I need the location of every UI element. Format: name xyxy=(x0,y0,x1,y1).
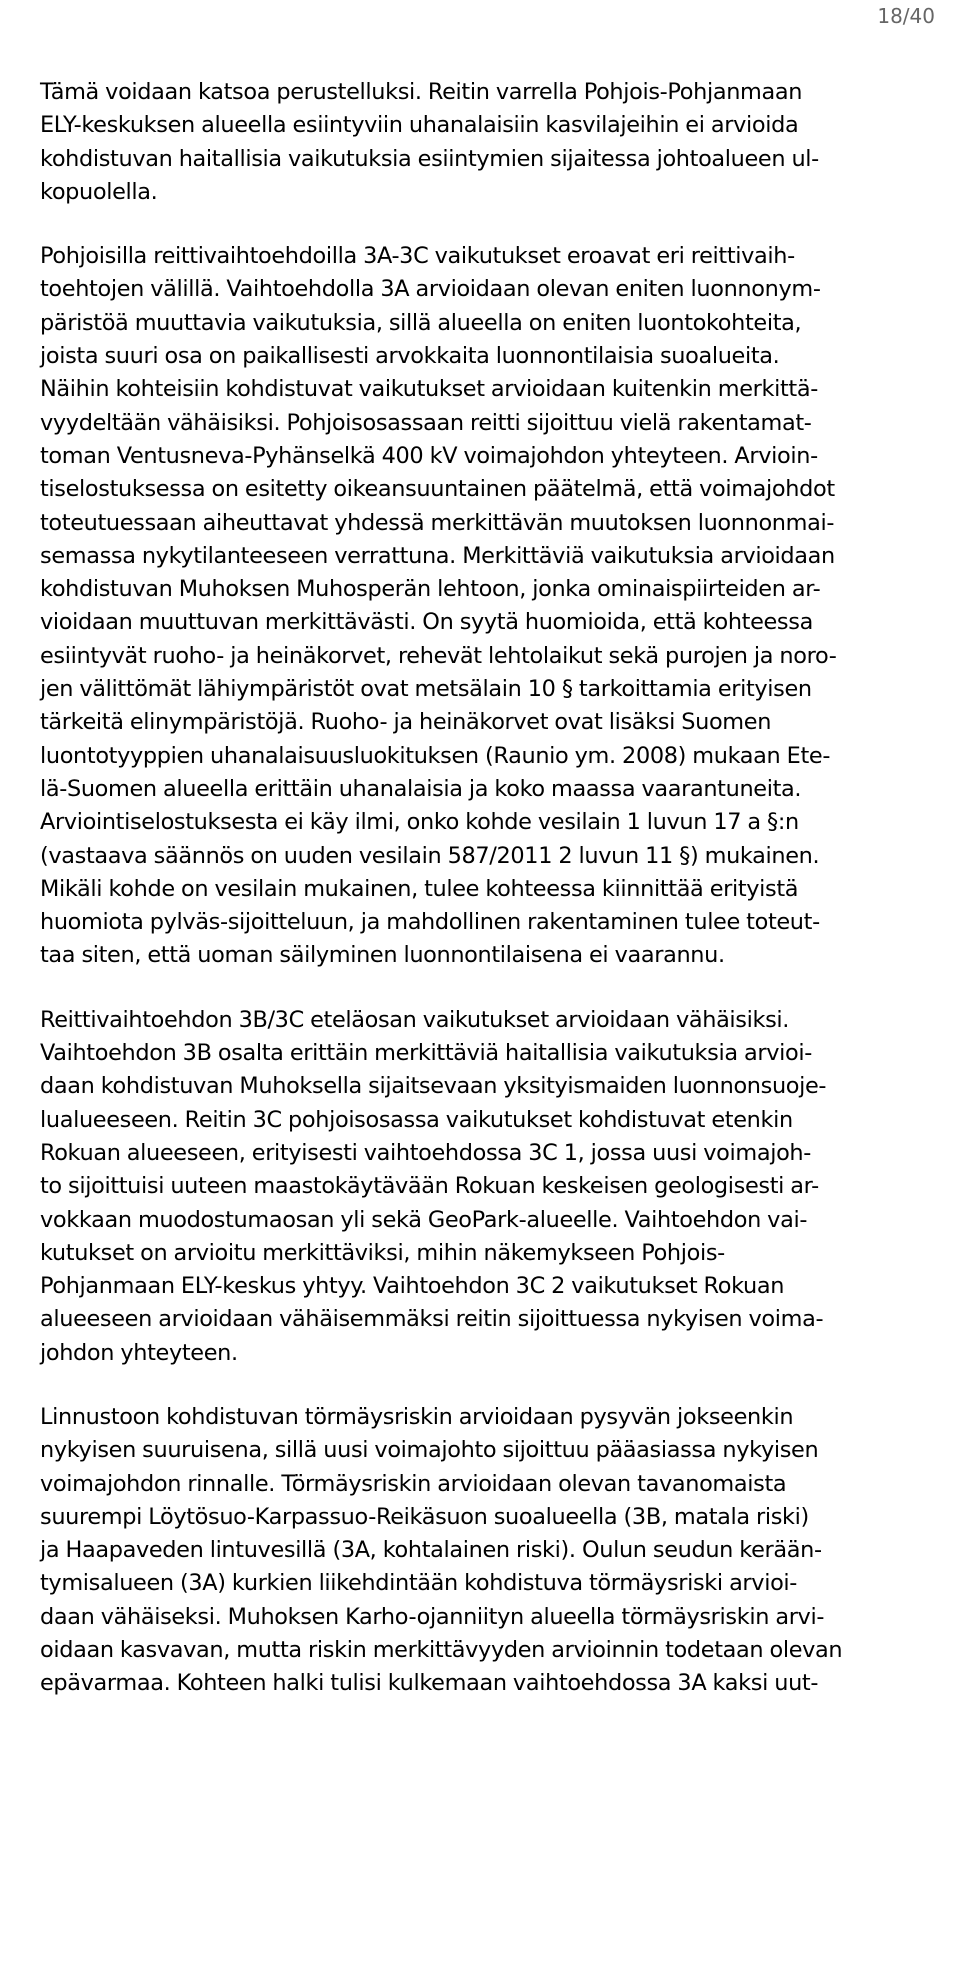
text-line: semassa nykytilanteeseen verrattuna. Merkittäviä vaikutuksia arvioidaan xyxy=(40,542,835,569)
text-line: kutukset on arvioitu merkittäviksi, mihin näkemykseen Pohjois- xyxy=(40,1239,725,1266)
text-line: daan kohdistuvan Muhoksella sijaitsevaan yksityismaiden luonnonsuoje- xyxy=(40,1073,827,1100)
text-line: Reittivaihtoehdon 3B/3C eteläosan vaikutukset arvioidaan vähäisiksi. xyxy=(40,1006,790,1033)
text-line: Linnustoon kohdistuvan törmäysriskin arvioidaan pysyvän jokseenkin xyxy=(40,1403,794,1430)
paragraph-1 xyxy=(40,76,940,209)
text-line: Rokuan alueeseen, erityisesti vaihtoehdossa 3C 1, jossa uusi voimajoh- xyxy=(40,1139,812,1166)
text-line: voimajohdon rinnalle. Törmäysriskin arvioidaan olevan tavanomaista xyxy=(40,1470,787,1497)
text-line: to sijoittuisi uuteen maastokäytävään Rokuan keskeisen geologisesti ar- xyxy=(40,1173,819,1200)
text-line: ELY-keskuksen alueella esiintyviin uhanalaisiin kasvilajeihin ei arvioida xyxy=(40,112,799,139)
text-line: johdon yhteyteen. xyxy=(40,1339,238,1366)
text-line: toehtojen välillä. Vaihtoehdolla 3A arvioidaan olevan eniten luonnonym- xyxy=(40,276,821,303)
text-line: toteutuessaan aiheuttavat yhdessä merkittävän muutoksen luonnonmai- xyxy=(40,509,835,536)
text-line: Mikäli kohde on vesilain mukainen, tulee kohteessa kiinnittää erityistä xyxy=(40,875,799,902)
text-line: alueeseen arvioidaan vähäisemmäksi reitin sijoittuessa nykyisen voima- xyxy=(40,1306,824,1333)
text-line: vioidaan muuttuvan merkittävästi. On syytä huomioida, että kohteessa xyxy=(40,609,813,636)
text-line: daan vähäiseksi. Muhoksen Karho-ojanniityn alueella törmäysriskin arvi- xyxy=(40,1603,825,1630)
text-line: luontotyyppien uhanalaisuusluokituksen (Raunio ym. 2008) mukaan Ete- xyxy=(40,742,831,769)
text-line: Pohjanmaan ELY-keskus yhtyy. Vaihtoehdon 3C 2 vaikutukset Rokuan xyxy=(40,1273,785,1300)
text-line: tymisalueen (3A) kurkien liikehdintään kohdistuva törmäysriski arvioi- xyxy=(40,1570,798,1597)
text-line: oidaan kasvavan, mutta riskin merkittävyyden arvioinnin todetaan olevan xyxy=(40,1637,843,1664)
text-line: kopuolella. xyxy=(40,178,158,205)
page-number: 18/40 xyxy=(877,4,935,28)
text-line: huomiota pylväs-sijoitteluun, ja mahdollinen rakentaminen tulee toteut- xyxy=(40,909,820,936)
text-line: Näihin kohteisiin kohdistuvat vaikutukset arvioidaan kuitenkin merkittä- xyxy=(40,376,818,403)
paragraph-2 xyxy=(40,240,940,973)
text-line: nykyisen suuruisena, sillä uusi voimajohto sijoittuu pääasiassa nykyisen xyxy=(40,1437,819,1464)
text-line: esiintyvät ruoho- ja heinäkorvet, rehevät lehtolaikut sekä purojen ja noro- xyxy=(40,642,837,669)
text-line: Arviointiselostuksesta ei käy ilmi, onko kohde vesilain 1 luvun 17 a §:n xyxy=(40,809,799,836)
text-line: vyydeltään vähäisiksi. Pohjoisosassaan reitti sijoittuu vielä rakentamat- xyxy=(40,409,812,436)
text-line: lä-Suomen alueella erittäin uhanalaisia ja koko maassa vaarantuneita. xyxy=(40,775,802,802)
text-line: Tämä voidaan katsoa perustelluksi. Reitin varrella Pohjois-Pohjanmaan xyxy=(40,79,803,105)
text-line: tärkeitä elinympäristöjä. Ruoho- ja heinäkorvet ovat lisäksi Suomen xyxy=(40,709,772,736)
text-line: taa siten, että uoman säilyminen luonnontilaisena ei vaarannu. xyxy=(40,942,725,969)
text-line: toman Ventusneva-Pyhänselkä 400 kV voimajohdon yhteyteen. Arvioin- xyxy=(40,442,818,469)
text-line: kohdistuvan haitallisia vaikutuksia esiintymien sijaitessa johtoalueen ul- xyxy=(40,145,819,172)
text-line: kohdistuvan Muhoksen Muhosperän lehtoon, jonka ominaispiirteiden ar- xyxy=(40,576,821,603)
text-line: tiselostuksessa on esitetty oikeansuuntainen päätelmä, että voimajohdot xyxy=(40,476,835,503)
text-line: Pohjoisilla reittivaihtoehdoilla 3A-3C vaikutukset eroavat eri reittivaih- xyxy=(40,243,795,270)
text-line: (vastaava säännös on uuden vesilain 587/2011 2 luvun 11 §) mukainen. xyxy=(40,842,820,869)
text-line: jen välittömät lähiympäristöt ovat metsälain 10 § tarkoittamia erityisen xyxy=(40,676,812,703)
text-line: Vaihtoehdon 3B osalta erittäin merkittäviä haitallisia vaikutuksia arvioi- xyxy=(40,1040,812,1067)
paragraph-4 xyxy=(40,1401,940,1701)
text-line: suurempi Löytösuo-Karpassuo-Reikäsuon suoalueella (3B, matala riski) xyxy=(40,1503,809,1530)
paragraph-3 xyxy=(40,1004,940,1370)
text-line: joista suuri osa on paikallisesti arvokkaita luonnontilaisia suoalueita. xyxy=(40,343,780,370)
document-body xyxy=(40,76,940,1701)
text-line: lualueeseen. Reitin 3C pohjoisosassa vaikutukset kohdistuvat etenkin xyxy=(40,1106,793,1133)
text-line: epävarmaa. Kohteen halki tulisi kulkemaan vaihtoehdossa 3A kaksi uut- xyxy=(40,1670,819,1697)
text-line: ja Haapaveden lintuvesillä (3A, kohtalainen riski). Oulun seudun kerään- xyxy=(40,1537,822,1564)
text-line: päristöä muuttavia vaikutuksia, sillä alueella on eniten luontokohteita, xyxy=(40,309,802,336)
text-line: vokkaan muodostumaosan yli sekä GeoPark-alueelle. Vaihtoehdon vai- xyxy=(40,1206,808,1233)
